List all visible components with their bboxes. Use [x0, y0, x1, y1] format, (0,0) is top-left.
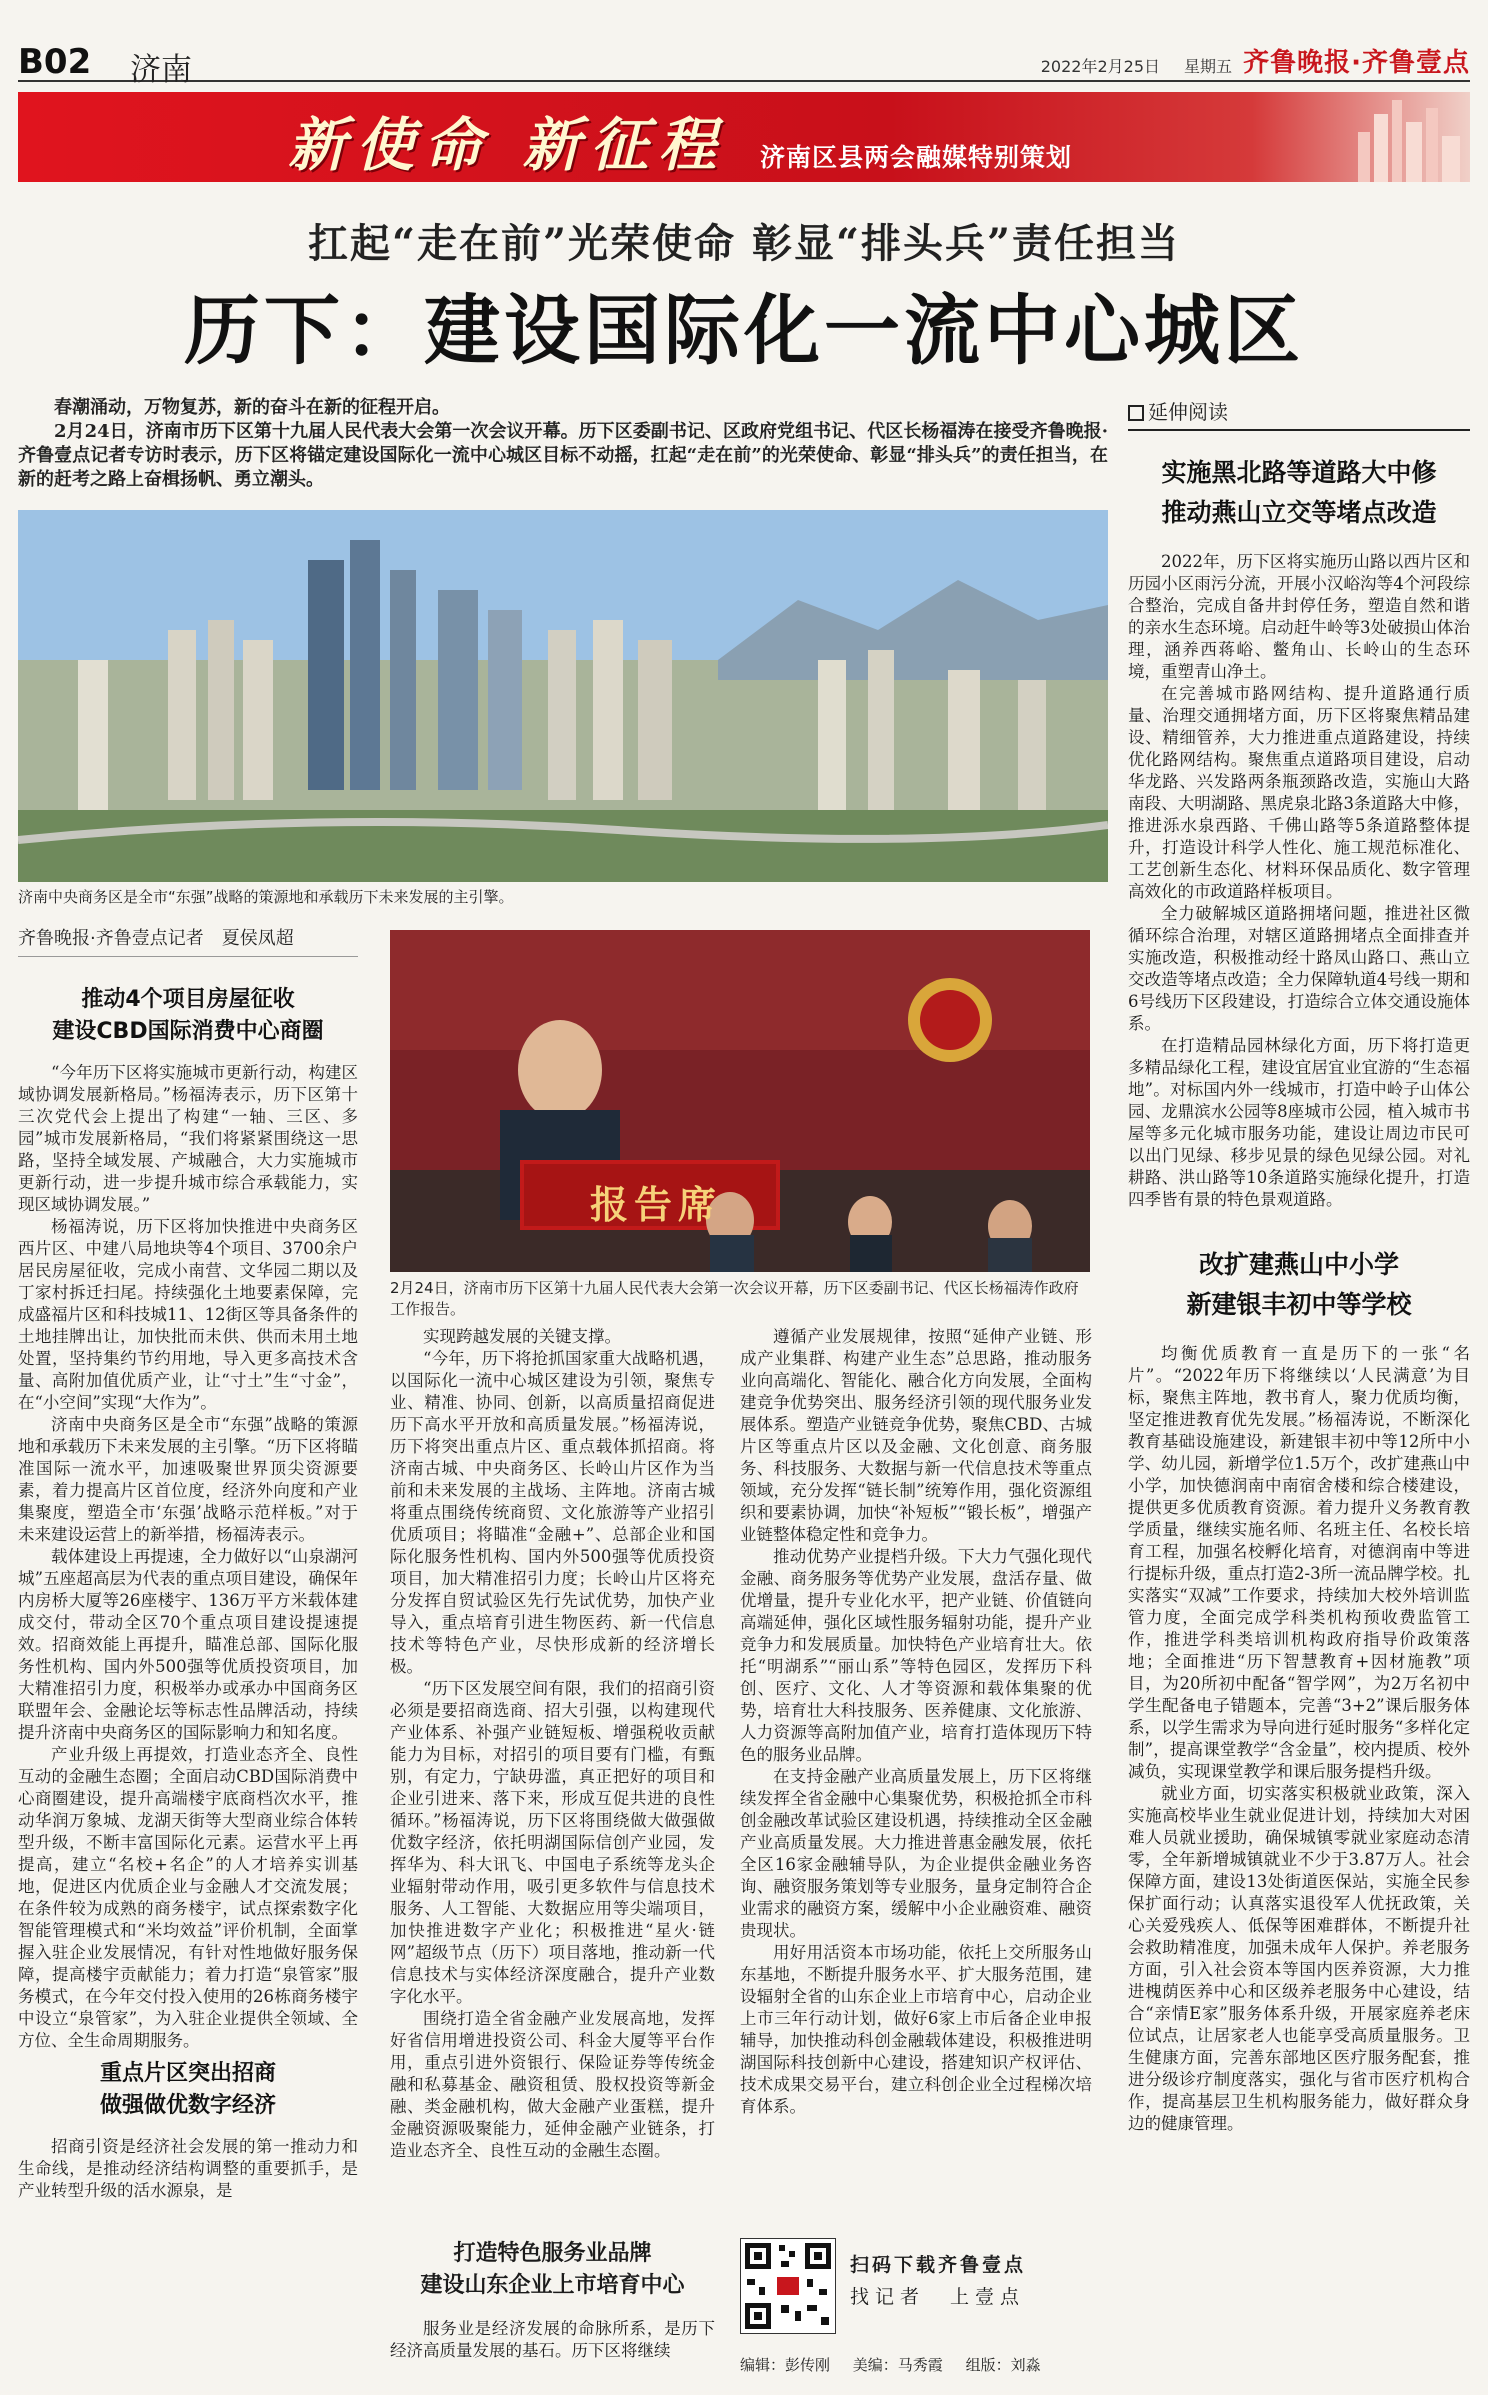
cbd-skyline-illustration [18, 510, 1108, 882]
body-paragraph: “今年历下区将实施城市更新行动，构建区域协调发展新格局。”杨福涛表示，历下区第十三次党代会上提出了构建“一轴、三区、多园”城市发展新格局，“我们将紧紧围绕这一思路，坚持全域发展、产城融合，大力实施城市更新行动，进一步提升城市综合承载能力，实现区域协调发展。” [18, 1063, 358, 1214]
article-lead [18, 396, 1108, 492]
issue-date: 2022年2月25日 [1040, 57, 1160, 76]
square-icon [1128, 405, 1144, 421]
body-paragraph: 杨福涛说，历下区将加快推进中央商务区西片区、中建八局地块等4个项目、3700余户居民房屋征收，完成小南营、文华园二期以及丁家村拆迁扫尾。持续强化土地要素保障，完成盛福片区和科技城11、12街区等具备条件的土地挂牌出让，加快批而未供、供而未用土地处置，坚持集约节约用地，导入更多高技术含量、高附加值优质产业，让“寸土”生“寸金”，在“小空间”实现“大作为”。 [18, 1217, 358, 1412]
lead-paragraph: 2月24日，济南市历下区第十九届人民代表大会第一次会议开幕。历下区委副书记、区政府党组书记、代区长杨福涛在接受齐鲁晚报·齐鲁壹点记者专访时表示，历下区将锚定建设国际化一流中心城区目标不动摇，扛起“走在前”的光荣使命、彰显“排头兵”的责任担当，在新的赶考之路上奋楫扬帆、勇立潮头。 [18, 421, 1108, 490]
issue-weekday: 星期五 [1183, 57, 1232, 76]
sidebar-text-block [1128, 1343, 1470, 2135]
body-paragraph: 济南中央商务区是全市“东强”战略的策源地和承载历下未来发展的主引擎。“历下区将瞄准国际一流水平，加速吸聚世界顶尖资源要素，着力提高片区首位度，经济外向度和产业集聚度，塑造全市‘东强’战略示范样板。”对于未来建设运营上的新举措，杨福涛表示。 [18, 1415, 358, 1544]
art-editor-credit: 美编：马秀霞 [852, 2356, 943, 2374]
sidebar-text-block [1128, 551, 1470, 1211]
body-paragraph: 全力破解城区道路拥堵问题，推进社区微循环综合治理，对辖区道路拥堵点全面排查并实施改造，积极推动经十路凤山路口、燕山立交改造等堵点改造；全力保障轨道4号线一期和6号线历下区段建设，打造综合立体交通设施体系。 [1128, 904, 1470, 1033]
cbd-aerial-photo [18, 510, 1108, 882]
layout-credit: 组版：刘淼 [965, 2356, 1041, 2374]
subheading-line: 做强做优数字经济 [99, 2093, 276, 2118]
aerial-photo-caption: 济南中央商务区是全市“东强”战略的策源地和承载历下未来发展的主引擎。 [18, 888, 514, 906]
article-column-1 [18, 978, 358, 2202]
section-name: 济南 [130, 52, 192, 88]
editor-credits [740, 2354, 1059, 2375]
body-paragraph: “今年，历下将抢抓国家重大战略机遇，以国际化一流中心城区建设为引领，聚焦专业、精准、协同、创新，以高质量招商促进历下高水平开放和高质量发展。”杨福涛说，历下将突出重点片区、重点载体抓招商。将济南古城、中央商务区、长岭山片区作为当前和未来发展的主战场、主阵地。济南古城将重点围绕传统商贸、文化旅游等产业招引优质项目；将瞄准“金融+”、总部企业和国际化服务性机构、国内外500强等优质投资项目，加大精准招引力度；长岭山片区将充分发挥自贸试验区先行先试优势，加快产业导入，重点培育引进生物医药、新一代信息技术等特色产业，尽快形成新的经济增长极。 [390, 1349, 715, 1676]
body-paragraph: 遵循产业发展规律，按照“延伸产业链、形成产业集群、构建产业生态”总思路，推动服务业向高端化、智能化、融合化方向发展，全面构建竞争优势突出、服务经济引领的现代服务业发展体系。塑造产业链竞争优势，聚焦CBD、古城片区等重点片区以及金融、文化创意、商务服务、科技服务、大数据与新一代信息技术等重点领域，充分发挥“链长制”统筹作用，强化资源组织和要素协调，加快“补短板”“锻长板”，增强产业链整体稳定性和竞争力。 [740, 1327, 1092, 1544]
article-column-2 [390, 1326, 715, 2162]
body-paragraph: 在支持金融产业高质量发展上，历下区将继续发挥全省金融中心集聚优势，积极抢抓全市科创金融改革试验区建设机遇，持续推动全区金融产业高质量发展。大力推进普惠金融发展，依托全区16家金融辅导队，为企业提供金融业务咨询、融资服务策划等专业服务，量身定制符合企业需求的融资方案，缓解中小企业融资难、融资贵现状。 [740, 1767, 1092, 1940]
headline-title: 历下：建设国际化一流中心城区 [184, 286, 1304, 375]
bottom-paragraph-block [390, 2318, 715, 2362]
sidebar-heading [1128, 453, 1470, 533]
subheading-line: 重点片区突出招商 [99, 2061, 276, 2086]
sidebar-heading [1128, 1245, 1470, 1325]
qr-code-icon [741, 2239, 835, 2333]
body-paragraph: “历下区发展空间有限，我们的招商引资必须是要招商选商、招大引强，以构建现代产业体系、补强产业链短板、增强税收贡献能力为目标，对招引的项目要有门槛，有甄别，有定力，宁缺毋滥，真正把好的项目和企业引进来、落下来，形成互促共进的良性循环。”杨福涛说，历下区将围绕做大做强做优数字经济，依托明湖国际信创产业园，发挥华为、科大讯飞、中国电子系统等龙头企业辐射带动作用，吸引更多软件与信息技术服务、人工智能、大数据应用等尖端项目，加快推进数字产业化；积极推进“星火·链网”超级节点（历下）项目落地，推动新一代信息技术与实体经济深度融合，提升产业数字化水平。 [390, 1679, 715, 2006]
subheading-line: 打造特色服务业品牌 [453, 2241, 652, 2266]
extended-reading-text: 延伸阅读 [1148, 400, 1228, 424]
sidebar-heading-line: 实施黑北路等道路大中修 [1161, 458, 1437, 487]
headline-kicker: 扛起“走在前”光荣使命 彰显“排头兵”责任担当 [308, 220, 1180, 267]
special-report-banner [18, 92, 1470, 182]
article-column-3 [740, 1326, 1092, 2118]
body-paragraph: 招商引资是经济社会发展的第一推动力和生命线，是推动经济结构调整的重要抓手，是产业转型升级的活水源泉，是 [18, 2137, 358, 2200]
podium-sign: 报告席 [590, 1182, 723, 1227]
skyline-graphic [1350, 92, 1470, 182]
subheading [390, 2238, 715, 2302]
congress-hall-illustration [390, 930, 1090, 1272]
body-paragraph: 围绕打造全省金融产业发展高地，发挥好省信用增进投资公司、科金大厦等平台作用，重点引进外资银行、保险证券等传统金融和私募基金、融资租赁、股权投资等新金融、类金融机构，做大金融产业蛋糕，提升金融资源吸聚能力，延伸金融产业链条，打造业态齐全、良性互动的金融生态圈。 [390, 2009, 715, 2160]
meeting-photo [390, 930, 1090, 1272]
body-paragraph: 推动优势产业提档升级。下大力气强化现代金融、商务服务等优势产业发展，盘活存量、做优增量，提升专业化水平，把产业链、价值链向高端延伸，强化区域性服务辐射功能，提升产业竞争力和发展质量。加快特色产业培育壮大。依托“明湖系”“丽山系”等特色园区，发挥历下科创、医疗、文化、人才等资源和载体集聚的优势，培育壮大科技服务、医养健康、文化旅游、人力资源等高附加值产业，培育打造体现历下特色的服务业品牌。 [740, 1547, 1092, 1764]
paper-logo: 齐鲁晚报·齐鲁壹点 [1243, 48, 1470, 78]
sidebar-heading-line: 新建银丰初中等学校 [1186, 1290, 1412, 1319]
body-paragraph: 均衡优质教育一直是历下的一张“名片”。“2022年历下将继续以‘人民满意’为目标，聚焦主阵地，教书育人，聚力优质均衡，坚定推进教育优先发展。”杨福涛说，不断深化教育基础设施建设，新建银丰初中等12所中小学、幼儿园，新增学位1.5万个，改扩建燕山中小学，加快德润南中南宿舍楼和综合楼建设，提供更多优质教育资源。着力提升义务教育教学质量，继续实施名师、名班主任、名校长培育工程，加强名校孵化培育，对德润南中等进行提标升级，重点打造2-3所一流品牌学校。扎实落实“双减”工作要求，持续加大校外培训监管力度，全面完成学科类机构预收费监管工作，推进学科类培训机构政府指导价政策落地；全面推进“历下智慧教育+因材施教”项目，为20所初中配备“智学网”，为2万名初中学生配备电子错题本，完善“3+2”课后服务体系，以学生需求为导向进行延时服务“多样化定制”，提高课堂教学“含金量”，校内提质、校外减负，实现课堂教学和课后服务提档升级。 [1128, 1344, 1470, 1781]
extended-reading-label [1128, 396, 1470, 431]
masthead [18, 38, 1470, 88]
reporter-byline: 齐鲁晚报·齐鲁壹点记者 夏侯凤超 [18, 924, 358, 957]
body-paragraph: 产业升级上再提效，打造业态齐全、良性互动的金融生态圈；全面启动CBD国际消费中心商圈建设，提升高端楼宇底商档次水平，推动华润万象城、龙湖天街等大型商业综合体转型升级，不断丰富国际化元素。运营水平上再提高，建立“名校+名企”的人才培养实训基地，促进区内优质企业与金融人才交流发展；在条件较为成熟的商务楼宇，试点探索数字化智能管理模式和“米均效益”评价机制，全面掌握入驻企业发展情况，有针对性地做好服务保障，提高楼宇贡献能力；着力打造“泉管家”服务模式，在今年交付投入使用的26栋商务楼宇中设立“泉管家”，为入驻企业提供全领域、全方位、全生命周期服务。 [18, 1745, 358, 2050]
subheading-line: 建设CBD国际消费中心商圈 [52, 1019, 324, 1044]
body-paragraph: 载体建设上再提速，全力做好以“山泉湖河城”五座超高层为代表的重点项目建设，确保年内房桥大厦等26座楼宇、136万平方米载体建成交付，带动全区70个重点项目建设提速提效。招商效能上再提升，瞄准总部、国际化服务性机构、国内外500强等优质投资项目，加大精准招引力度，积极举办或承办中国商务区联盟年会、金融论坛等标志性品牌活动，持续提升济南中央商务区的国际影响力和知名度。 [18, 1547, 358, 1742]
body-paragraph: 就业方面，切实落实积极就业政策，深入实施高校毕业生就业促进计划，持续加大对困难人员就业援助，确保城镇零就业家庭动态清零，全年新增城镇就业不少于3.87万人。社会保障方面，建设13处街道医保站，实施全民参保扩面行动；认真落实退役军人优抚政策，关心关爱残疾人、低保等困难群体，不断提升社会救助精准度，加强未成年人保护。养老服务方面，引入社会资本等国内医养资源，大力推进槐荫医养中心和区级养老服务中心建设，结合“亲情E家”服务体系升级，开展家庭养老床位试点，让居家老人也能享受高质量服务。卫生健康方面，完善东部地区医疗服务配套，推进分级诊疗制度落实，强化与省市医疗机构合作，提高基层卫生机构服务能力，做好群众身边的健康管理。 [1128, 1784, 1470, 2133]
editor-credit: 编辑：彭传刚 [740, 2356, 831, 2374]
qr-reporter-text: 找记者 上壹点 [850, 2286, 1026, 2308]
download-qr-code[interactable] [740, 2238, 836, 2334]
subheading-line: 推动4个项目房屋征收 [81, 987, 295, 1012]
subheading-line: 建设山东企业上市培育中心 [420, 2273, 685, 2298]
body-paragraph: 服务业是经济发展的命脉所系，是历下经济高质量发展的基石。历下区将继续 [390, 2319, 715, 2360]
sidebar-heading-line: 推动燕山立交等堵点改造 [1161, 498, 1437, 527]
subheading [18, 984, 358, 1048]
lead-paragraph: 春潮涌动，万物复苏，新的奋斗在新的征程开启。 [54, 397, 450, 418]
body-paragraph: 用好用活资本市场功能，依托上交所服务山东基地，不断提升服务水平、扩大服务范围，建设辐射全省的山东企业上市培育中心，启动企业上市三年行动计划，做好6家上市后备企业申报辅导，加快推动科创金融载体建设，积极推进明湖国际科技创新中心建设，搭建知识产权评估、技术成果交易平台，建立科创企业全过程梯次培育体系。 [740, 1943, 1092, 2116]
body-paragraph: 在打造精品园林绿化方面，历下将打造更多精品绿化工程，建设宜居宜业宜游的“生态福地”。对标国内外一线城市，打造中岭子山体公园、龙鼎滨水公园等8座城市公园，植入城市书屋等多元化城市服务功能，建设让周边市民可以出门见绿、移步见景的绿色见绿公园。对礼耕路、洪山路等10条道路实施绿化提升，打造四季皆有景的特色景观道路。 [1128, 1036, 1470, 1209]
banner-subtitle: 济南区县两会融媒特别策划 [760, 143, 1073, 172]
body-paragraph: 实现跨越发展的关键支撑。 [423, 1327, 621, 1346]
meeting-photo-caption: 2月24日，济南市历下区第十九届人民代表大会第一次会议开幕，历下区委副书记、代区长杨福涛作政府工作报告。 [390, 1279, 1079, 1318]
banner-slogan: 新使命 新征程 [288, 111, 727, 179]
extended-reading-sidebar [1128, 396, 1470, 2135]
body-paragraph: 在完善城市路网结构、提升道路通行质量、治理交通拥堵方面，历下区将聚焦精品建设、精细管养，大力推进重点道路建设，持续优化路网结构。聚焦重点道路项目建设，启动华龙路、兴发路两条瓶颈路改造，实施山大路南段、大明湖路、黑虎泉北路3条道路大中修，推进泺水泉西路、千佛山路等5条道路整体提升，打造设计科学人性化、施工规范标准化、工艺创新生态化、材料环保品质化、数字管理高效化的市政道路样板项目。 [1128, 684, 1470, 901]
body-paragraph: 2022年，历下区将实施历山路以西片区和历园小区雨污分流，开展小汉峪沟等4个河段综合整治，完成自备井封停任务，塑造自然和谐的亲水生态环境。启动赶牛岭等3处破损山体治理，涵养西蒋峪、鳖角山、长岭山的生态环境，重塑青山净土。 [1128, 552, 1470, 681]
sidebar-heading-line: 改扩建燕山中小学 [1198, 1250, 1399, 1279]
page-number: B02 [18, 42, 92, 82]
qr-download-text: 扫码下载齐鲁壹点 [850, 2254, 1027, 2276]
subheading [18, 2058, 358, 2122]
